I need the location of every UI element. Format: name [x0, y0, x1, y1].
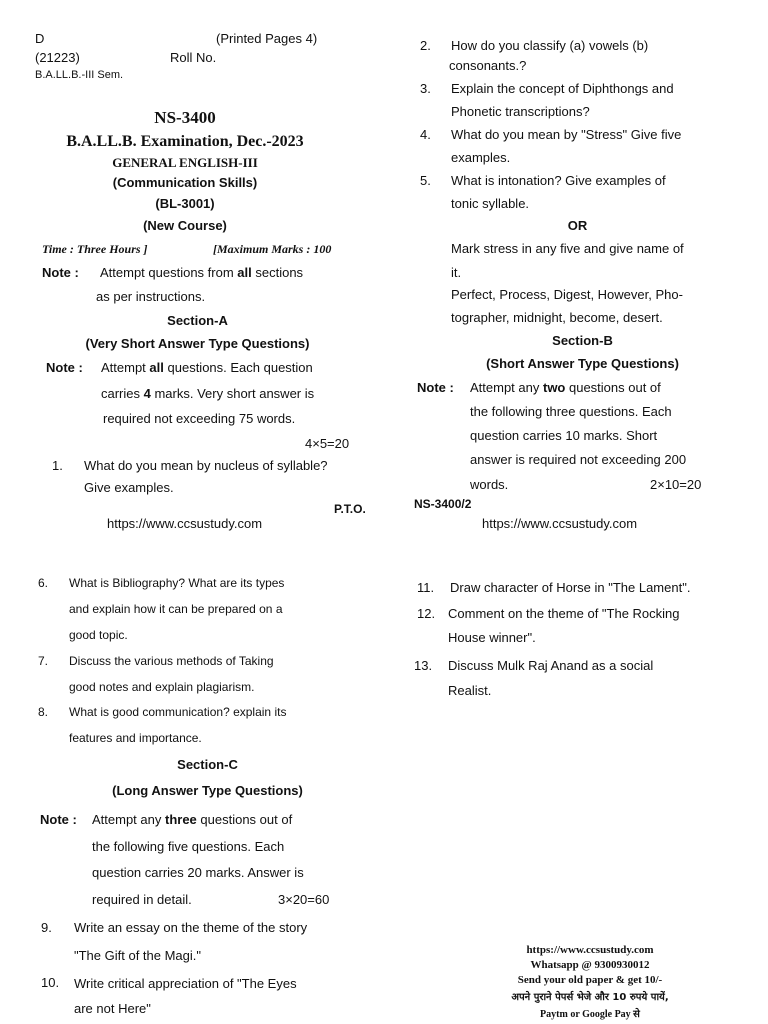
section-b-note-line3: question carries 10 marks. Short — [470, 428, 658, 443]
question-4-number: 4. — [420, 127, 431, 142]
question-13-line1: Discuss Mulk Raj Anand as a social — [448, 658, 654, 673]
question-3-line2: Phonetic transcriptions? — [451, 104, 590, 119]
question-5-line1: What is intonation? Give examples of — [451, 173, 666, 188]
general-note-line1: Attempt questions from all sections — [100, 265, 304, 280]
question-2-line1: How do you classify (a) vowels (b) — [451, 38, 649, 53]
section-c-note-line1: Attempt any three questions out of — [92, 812, 293, 827]
question-7-line1: Discuss the various methods of Taking — [69, 654, 274, 668]
promo-send-offer: Send your old paper & get 10/- — [517, 974, 663, 986]
or-line4: tographer, midnight, become, desert. — [451, 310, 663, 325]
paper-set-code: D — [35, 31, 45, 46]
section-a-note-line3: required not exceeding 75 words. — [103, 411, 296, 426]
question-1-line1: What do you mean by nucleus of syllable? — [84, 458, 328, 473]
question-8-line2: features and importance. — [69, 731, 202, 745]
question-5-line2: tonic syllable. — [451, 196, 530, 211]
question-3-number: 3. — [420, 81, 431, 96]
section-a-note-line2: carries 4 marks. Very short answer is — [101, 386, 315, 401]
section-b-note-line5: words. — [470, 477, 509, 492]
or-line3: Perfect, Process, Digest, However, Pho- — [451, 287, 683, 302]
question-10-number: 10. — [41, 975, 60, 990]
page1-footer-code: NS-3400/2 — [414, 497, 472, 511]
section-a-note-label: Note : — [46, 360, 83, 375]
question-7-number: 7. — [38, 654, 49, 668]
question-8-line1: What is good communication? explain its — [69, 705, 287, 719]
exam-title: B.A.LL.B. Examination, Dec.-2023 — [66, 133, 304, 150]
question-4-line1: What do you mean by "Stress" Give five — [451, 127, 682, 142]
question-2-line2: consonants.? — [449, 58, 527, 73]
section-b-note-line4: answer is required not exceeding 200 — [470, 452, 687, 467]
section-c-note-line3: question carries 20 marks. Answer is — [92, 865, 304, 880]
subject-title: GENERAL ENGLISH-III — [112, 155, 258, 170]
page1-right-url: https://www.ccsustudy.com — [482, 516, 638, 531]
question-8-number: 8. — [38, 705, 49, 719]
section-b-note-line1: Attempt any two questions out of — [470, 380, 661, 395]
question-13-number: 13. — [414, 658, 433, 673]
promo-payment: Paytm or Google Pay से — [540, 1009, 640, 1020]
section-b-note-label: Note : — [417, 380, 454, 395]
page1-left-url: https://www.ccsustudy.com — [107, 516, 263, 531]
time-label: Time : Three Hours ] — [42, 242, 148, 256]
question-10-line1: Write critical appreciation of "The Eyes — [74, 976, 297, 991]
course-label: B.A.LL.B.-III Sem. — [35, 69, 124, 81]
subject-code: (BL-3001) — [155, 196, 215, 211]
question-1-line2: Give examples. — [84, 480, 174, 495]
promo-whatsapp: Whatsapp @ 9300930012 — [530, 959, 650, 971]
promo-hindi-line: अपने पुराने पेपर्स भेजे और 10 रुपये पायें, — [511, 992, 669, 1003]
question-4-line2: examples. — [451, 150, 511, 165]
question-5-number: 5. — [420, 173, 431, 188]
section-a-type: (Very Short Answer Type Questions) — [85, 336, 310, 351]
general-note-label: Note : — [42, 265, 79, 280]
question-11-line1: Draw character of Horse in "The Lament". — [450, 580, 691, 595]
section-a-marks: 4×5=20 — [305, 436, 350, 451]
question-11-number: 11. — [417, 580, 435, 595]
section-c-note-line4: required in detail. — [92, 892, 192, 907]
question-6-number: 6. — [38, 576, 49, 590]
subject-subtitle: (Communication Skills) — [112, 175, 258, 190]
question-10-line2: are not Here" — [74, 1001, 151, 1016]
paper-code: NS-3400 — [154, 108, 216, 127]
question-3-line1: Explain the concept of Diphthongs and — [451, 81, 674, 96]
section-c-note-line2: the following five questions. Each — [92, 839, 285, 854]
question-2-number: 2. — [420, 38, 431, 53]
course-type: (New Course) — [143, 218, 227, 233]
question-12-line1: Comment on the theme of "The Rocking — [448, 606, 680, 621]
question-9-line2: "The Gift of the Magi." — [74, 948, 202, 963]
question-12-number: 12. — [417, 606, 436, 621]
section-a-heading: Section-A — [167, 313, 228, 328]
section-c-heading: Section-C — [177, 757, 238, 772]
section-c-marks: 3×20=60 — [278, 892, 330, 907]
question-6-line1: What is Bibliography? What are its types — [69, 576, 285, 590]
max-marks-label: [Maximum Marks : 100 — [213, 242, 332, 256]
question-9-line1: Write an essay on the theme of the story — [74, 920, 308, 935]
section-b-heading: Section-B — [552, 333, 613, 348]
question-1-number: 1. — [52, 458, 63, 473]
question-12-line2: House winner". — [448, 630, 536, 645]
section-a-note-line1: Attempt all questions. Each question — [101, 360, 313, 375]
question-6-line3: good topic. — [69, 628, 128, 642]
printed-pages: (Printed Pages 4) — [216, 31, 318, 46]
section-c-type: (Long Answer Type Questions) — [112, 783, 303, 798]
section-b-note-line2: the following three questions. Each — [470, 404, 672, 419]
roll-no-label: Roll No. — [170, 50, 217, 65]
or-line2: it. — [451, 265, 462, 280]
general-note-line2: as per instructions. — [96, 289, 206, 304]
question-6-line2: and explain how it can be prepared on a — [69, 602, 283, 616]
or-separator: OR — [567, 218, 588, 233]
question-7-line2: good notes and explain plagiarism. — [69, 680, 255, 694]
promo-url: https://www.ccsustudy.com — [526, 944, 654, 956]
question-9-number: 9. — [41, 920, 52, 935]
pto-label: P.T.O. — [334, 502, 366, 516]
question-13-line2: Realist. — [448, 683, 492, 698]
section-b-type: (Short Answer Type Questions) — [486, 356, 679, 371]
paper-id: (21223) — [35, 50, 80, 65]
section-c-note-label: Note : — [40, 812, 77, 827]
or-line1: Mark stress in any five and give name of — [451, 241, 684, 256]
section-b-marks: 2×10=20 — [650, 477, 702, 492]
